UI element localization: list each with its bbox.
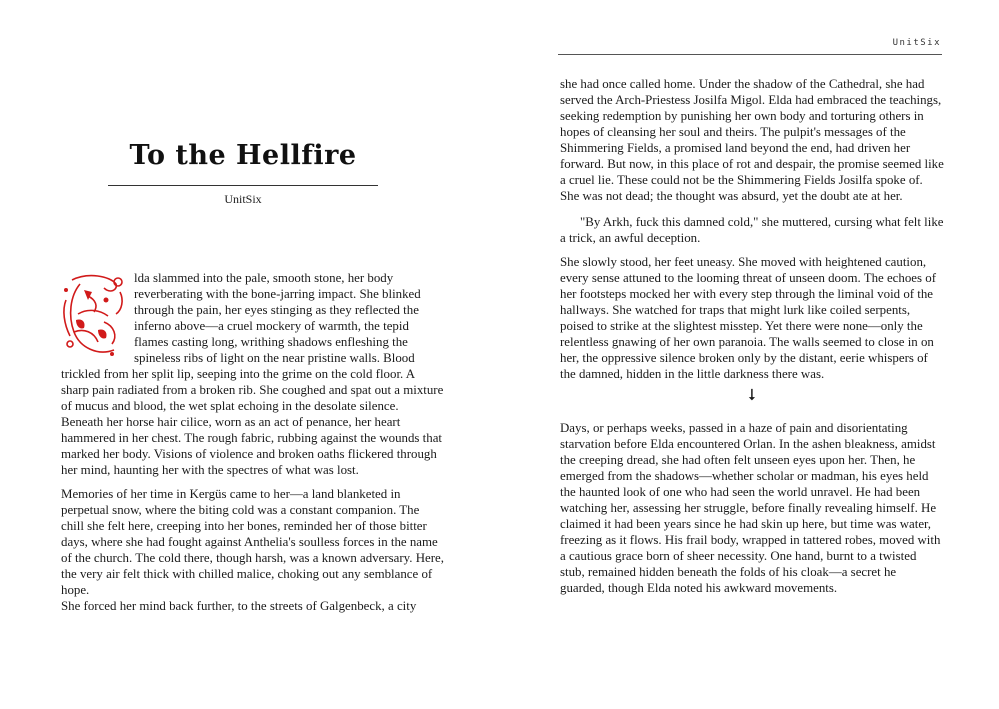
running-header: UnitSix bbox=[892, 38, 941, 48]
left-page bbox=[0, 0, 499, 709]
left-body-text bbox=[61, 270, 444, 614]
story-title: To the Hellfire bbox=[129, 140, 357, 171]
paragraph: she had once called home. Under the shadow of the Cathedral, she had served the Arch-Priestess Josilfa Migol. Elda had embraced the teachings, seeking redemption by punishing her own body and torturing others in hopes of cleansing her soul and theirs. The pulpit's messages of the Shimmering Fields, a promised land beyond the end, had driven her forward. But now, in this place of rot and despair, the promise seemed like a cruel lie. These could not be the Shimmering Fields Josilfa spoke of. She was not dead; the thought was absurd, yet the doubt ate at her. bbox=[560, 77, 944, 203]
paragraph: Memories of her time in Kergüs came to her—a land blanketed in perpetual snow, where the biting cold was a constant companion. The chill she felt here, creeping into her bones, reminded her of those bitter days, where she had fought against Anthelia's soulless forces in the name of the church. The cold there, though harsh, was a known adversary. Here, the very air felt thick with chilled malice, choking out any semblance of hope. bbox=[61, 487, 445, 597]
section-break-icon: ⭣ bbox=[748, 387, 756, 404]
author-name: UnitSix bbox=[224, 192, 262, 206]
paragraph: lda slammed into the pale, smooth stone, her body reverberating with the bone-jarring impact. She blinked through the pain, her eyes stinging as they reflected the inferno above—a cruel mockery of warmth, the tepid flames casting long, writhing shadows enfleshing the spineless ribs of light on the near pristine walls. Blood trickled from her split lip, seeping into the grime on the cold floor. A sharp pain radiated from a broken rib. She coughed and spat out a mixture of mucus and blood, the wet splat echoing in the desolate silence. bbox=[61, 271, 444, 413]
paragraph: Beneath her horse hair cilice, worn as an act of penance, her heart hammered in her chest. The rough fabric, rubbing against the wounds that marked her body. Visions of violence and broken oaths flickered through her mind, haunting her with the spectres of what was lost. bbox=[61, 415, 443, 477]
header-divider bbox=[558, 54, 942, 55]
right-body-text bbox=[560, 76, 944, 596]
paragraph: She slowly stood, her feet uneasy. She moved with heightened caution, every sense attuned to the looming threat of unseen doom. The echoes of her footsteps mocked her with every step through the liminal void of the hallways. She watched for traps that might lurk like coiled serpents, poised to strike at the slightest misstep. Yet there were none—only the relentless gnawing of her own paranoia. The walls seemed to close in on her, the oppressive silence broken only by the distant, eerie whispers of the damned, hidden in the little darkness there was. bbox=[560, 255, 936, 381]
paragraph: "By Arkh, fuck this damned cold," she muttered, cursing what felt like a trick, an awful deception. bbox=[560, 215, 944, 245]
right-page bbox=[500, 0, 999, 709]
paragraph: Days, or perhaps weeks, passed in a haze of pain and disorientating starvation before Elda encountered Orlan. In the ashen bleakness, amidst the creeping dread, she had often felt unseen eyes upon her. Then, he emerged from the shadows—whether scholar or madman, his eyes held the haunted look of one who had seen the world unravel. He had been watching her, assessing her struggle, before finally revealing himself. He claimed it had been years since he had skin up here, but time was water, freezing as it flows. His frail body, wrapped in tattered robes, moved with a cautious grace born of sheer necessity. One hand, burnt to a twisted stub, remained hidden beneath the folds of his cloak—a secret he guarded, though Elda noted his awkward movements. bbox=[560, 421, 941, 595]
paragraph: She forced her mind back further, to the streets of Galgenbeck, a city bbox=[61, 599, 417, 613]
drop-cap-e-icon bbox=[58, 270, 130, 362]
title-divider bbox=[108, 185, 378, 186]
